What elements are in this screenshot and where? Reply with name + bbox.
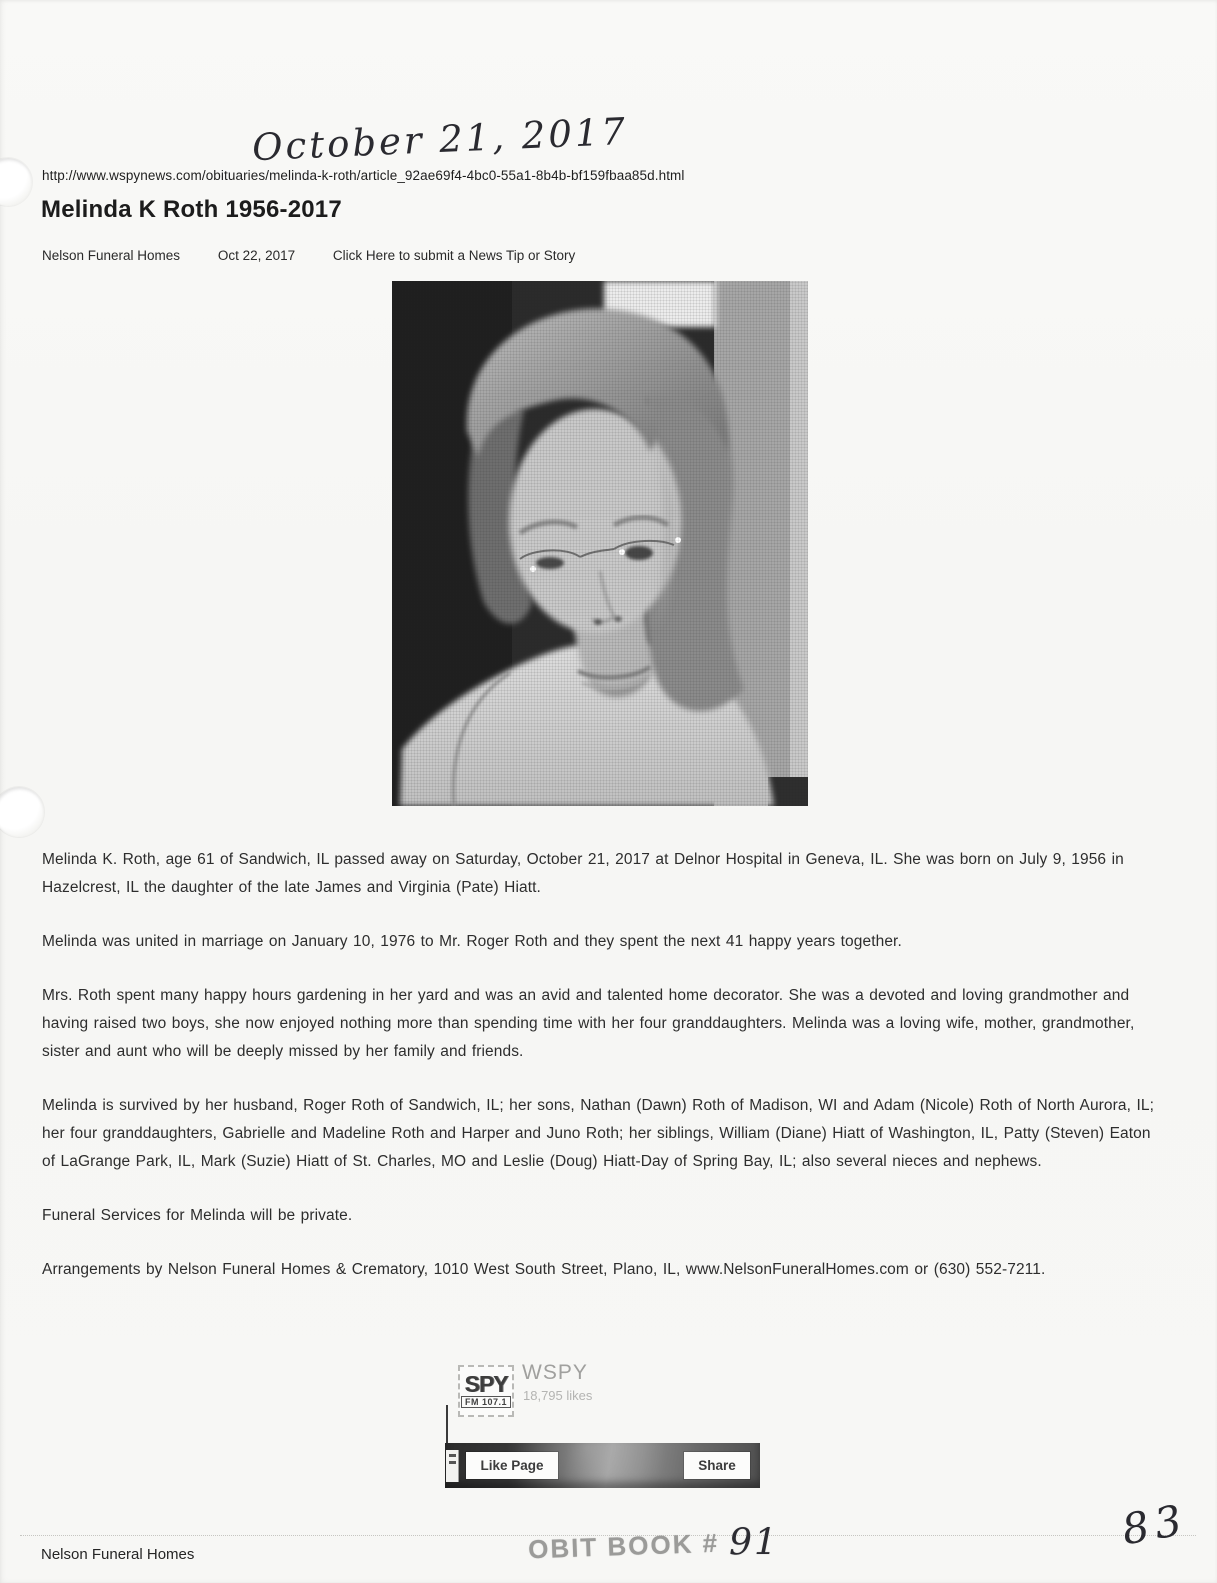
- portrait-photo-art: [392, 281, 808, 806]
- hole-punch: [0, 158, 32, 206]
- wspy-logo-text: SPY: [464, 1371, 508, 1397]
- article-url[interactable]: http://www.wspynews.com/obituaries/melinda-k-roth/article_92ae69f4-4bc0-55a1-8b4b-bf159fbaa85d.html: [42, 168, 685, 183]
- byline: [42, 248, 609, 263]
- handwritten-date: October 21, 2017: [251, 109, 629, 170]
- wspy-logo-fm-label: FM 107.1: [461, 1396, 511, 1408]
- obituary-body: [42, 846, 1164, 1310]
- byline-date: Oct 22, 2017: [217, 248, 296, 263]
- obituary-paragraph: Melinda K. Roth, age 61 of Sandwich, IL passed away on Saturday, October 21, 2017 at Delnor Hospital in Geneva, IL. She was born on July 9, 1956 in Hazelcrest, IL the daughter of the late James and Virginia (Pate) Hiatt.: [42, 851, 1124, 896]
- obituary-paragraph: Mrs. Roth spent many happy hours gardening in her yard and was an avid and talented home decorator. She was a devoted and loving grandmother and having raised two boys, she now enjoyed nothing more than spending time with her four granddaughters. Melinda was a loving wife, mother, grandmother, sister and aunt who will be deeply missed by her family and friends.: [42, 987, 1135, 1060]
- footer-source-label: Nelson Funeral Homes: [41, 1546, 195, 1563]
- facebook-page-name: WSPY: [522, 1361, 588, 1384]
- portrait-photo: [392, 281, 808, 806]
- obit-book-number: 91: [729, 1522, 779, 1564]
- like-page-button[interactable]: Like Page: [466, 1452, 558, 1479]
- page-title: Melinda K Roth 1956-2017: [41, 196, 342, 223]
- obituary-paragraph: Funeral Services for Melinda will be private.: [42, 1207, 353, 1224]
- share-button[interactable]: Share: [684, 1452, 750, 1479]
- obituary-paragraph: Melinda was united in marriage on January 10, 1976 to Mr. Roger Roth and they spent the next 41 happy years together.: [42, 933, 902, 950]
- byline-source: Nelson Funeral Homes: [42, 248, 181, 263]
- wspy-logo: [458, 1365, 514, 1417]
- obit-book-stamp: [527, 1518, 779, 1568]
- facebook-cover-banner: [445, 1443, 760, 1488]
- facebook-likes-count: 18,795 likes: [523, 1388, 593, 1403]
- news-tip-link[interactable]: Click Here to submit a News Tip or Story: [332, 248, 576, 263]
- obit-book-stamp-text: OBIT BOOK #: [527, 1527, 720, 1565]
- handwritten-page-number: 83: [1118, 1494, 1192, 1555]
- wspy-facebook-widget: [444, 1345, 762, 1495]
- hole-punch: [0, 787, 44, 837]
- obituary-paragraph: Melinda is survived by her husband, Roger Roth of Sandwich, IL; her sons, Nathan (Dawn) Roth of Madison, WI and Adam (Nicole) Roth of North Aurora, IL; her four granddaughters, Gabrielle and Madeline Roth and Harper and Juno Roth; her siblings, William (Diane) Hiatt of Washington, IL, Patty (Steven) Eaton of LaGrange Park, IL, Mark (Suzie) Hiatt of St. Charles, MO and Leslie (Doug) Hiatt-Day of Spring Bay, IL; also several nieces and nephews.: [42, 1097, 1154, 1170]
- facebook-profile-thumbnail: [446, 1450, 459, 1482]
- widget-border-line: [446, 1405, 448, 1445]
- obituary-paragraph: Arrangements by Nelson Funeral Homes & Crematory, 1010 West South Street, Plano, IL, www.NelsonFuneralHomes.com or (630) 552-7211.: [42, 1261, 1046, 1278]
